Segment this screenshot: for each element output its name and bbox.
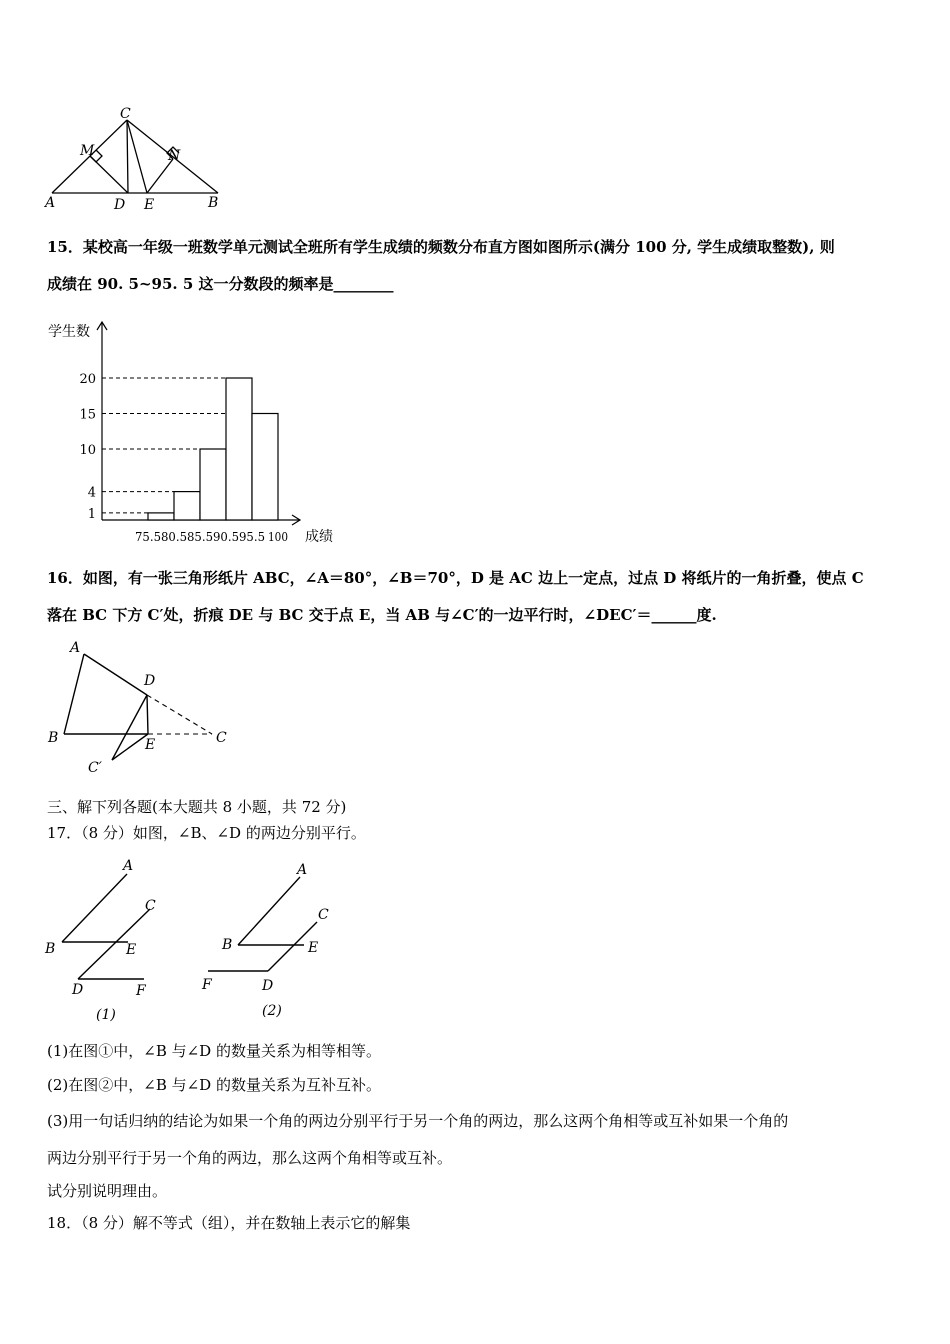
label-e: E <box>145 737 156 753</box>
figure-fold-triangle <box>40 638 250 778</box>
label-c: C <box>120 106 131 122</box>
q16-line1: 16．如图，有一张三角形纸片 ABC，∠A＝80°，∠B＝70°，D 是 AC 边上一定点，过点 D 将纸片的一角折叠，使点 C <box>47 569 864 587</box>
q18-intro: 18．（8 分）解不等式（组），并在数轴上表示它的解集 <box>47 1214 411 1232</box>
q16-line2-text: 落在 BC 下方 C′处，折痕 DE 与 BC 交于点 E，当 AB 与∠C′的一边平行时，∠DEC′＝ <box>47 606 652 624</box>
label-c: C <box>216 730 227 746</box>
fig1-label-d: D <box>72 982 84 998</box>
section-heading: 三、解下列各题(本大题共 8 小题，共 72 分) <box>47 798 347 816</box>
x-tick-label-90.5: 90.5 <box>213 530 239 544</box>
bar-80.5-85.5 <box>174 492 200 520</box>
fig2-label-a: A <box>297 862 308 878</box>
fig1-label-b: B <box>45 941 56 957</box>
bar-75.5-80.5 <box>148 513 174 520</box>
y-tick-label-4: 4 <box>87 485 96 501</box>
figure-triangle-mn <box>40 105 240 215</box>
label-c-prime: C′ <box>88 760 102 776</box>
fig2-label-f: F <box>202 977 212 993</box>
q16-line2-end: 度. <box>696 606 717 624</box>
answer-blank[interactable]: ______ <box>651 606 697 624</box>
y-tick-label-20: 20 <box>79 372 96 387</box>
fig2-label-b: B <box>222 937 233 953</box>
label-n: N <box>168 148 181 164</box>
x-tick-label-80.5: 80.5 <box>161 530 187 544</box>
q15-line2: 成绩在 90. 5~95. 5 这一分数段的频率是________ <box>47 275 394 293</box>
q17-part1: (1)在图①中，∠B 与∠D 的数量关系为相等相等。 <box>47 1042 381 1060</box>
bar-85.5-90.5 <box>200 449 226 520</box>
label-a: A <box>70 640 81 656</box>
x-tick-label-75.5: 75.5 <box>135 530 161 544</box>
label-d: D <box>144 673 156 689</box>
fig2-label-d: D <box>262 978 274 994</box>
label-a: A <box>45 195 56 211</box>
q17-part3-line1: (3)用一句话归纳的结论为如果一个角的两边分别平行于另一个角的两边，那么这两个角相等或互补如果一个角的 <box>47 1112 789 1130</box>
fig1-label-c: C <box>145 898 156 914</box>
y-tick-label-15: 15 <box>79 407 96 423</box>
x-tick-label-100: 100 <box>268 530 288 544</box>
q15-line1: 15．某校高一年级一班数学单元测试全班所有学生成绩的频数分布直方图如图所示(满分 100 分, 学生成绩取整数), 则 <box>47 238 835 256</box>
label-b: B <box>208 195 219 211</box>
fig2-label-c: C <box>318 907 329 923</box>
y-axis-label: 学生数 <box>48 324 90 340</box>
figure-parallel-angles <box>40 852 350 1032</box>
x-tick-label-95.5: 95.5 <box>239 530 265 544</box>
x-tick-label-85.5: 85.5 <box>187 530 213 544</box>
label-b: B <box>48 730 59 746</box>
label-e: E <box>144 197 155 213</box>
q17-part2: (2)在图②中，∠B 与∠D 的数量关系为互补互补。 <box>47 1076 381 1094</box>
label-d: D <box>114 197 126 213</box>
bar-95.5-100 <box>252 414 278 521</box>
fig2-caption: (2) <box>262 1003 282 1019</box>
x-axis-label: 成绩 <box>305 529 333 545</box>
q17-part4: 试分别说明理由。 <box>47 1182 168 1200</box>
y-tick-label-10: 10 <box>79 443 96 458</box>
fig1-label-e: E <box>126 942 137 958</box>
q17-part3-line2: 两边分别平行于另一个角的两边，那么这两个角相等或互补。 <box>47 1149 453 1167</box>
q17-intro: 17．（8 分）如图，∠B、∠D 的两边分别平行。 <box>47 824 366 842</box>
bar-90.5-95.5 <box>226 378 252 520</box>
label-m: M <box>80 143 95 159</box>
fig1-label-a: A <box>123 858 134 874</box>
fig1-label-f: F <box>136 983 146 999</box>
q16-line2 <box>47 604 717 625</box>
histogram-chart <box>40 318 350 550</box>
fig2-label-e: E <box>308 940 319 956</box>
fig1-caption: (1) <box>96 1007 116 1023</box>
y-tick-label-1: 1 <box>87 506 96 522</box>
